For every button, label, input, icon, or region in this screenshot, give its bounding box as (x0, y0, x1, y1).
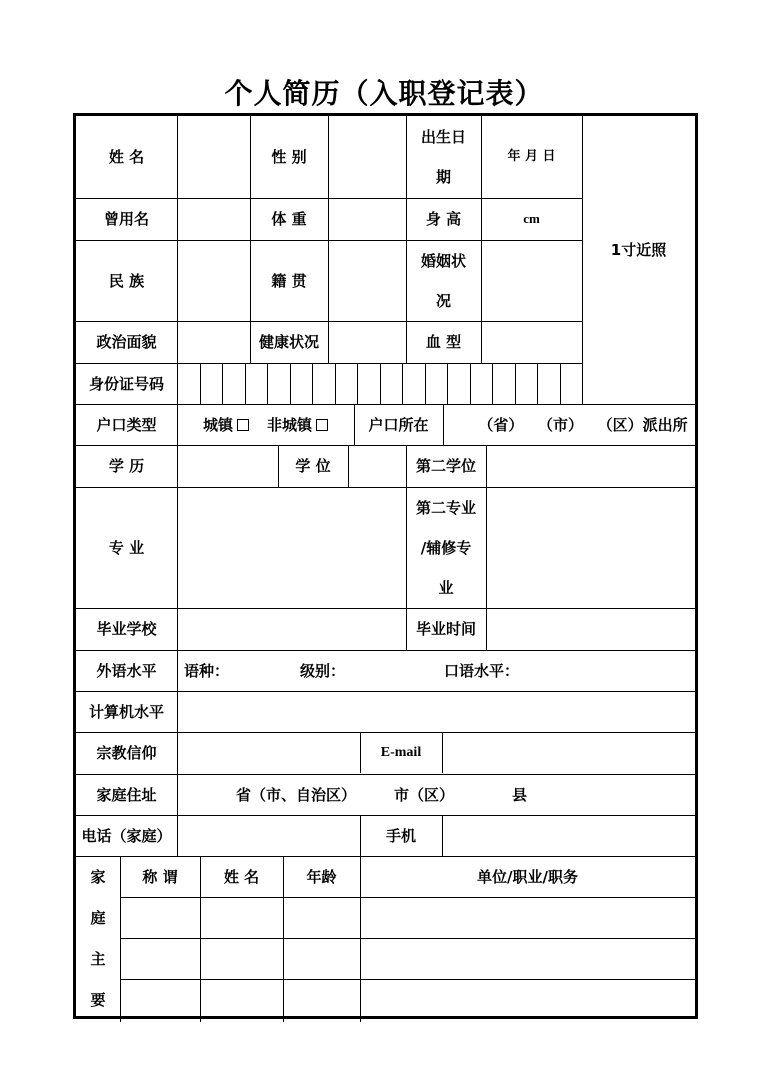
field-computer[interactable] (177, 691, 695, 732)
label-degree: 学 位 (295, 457, 331, 475)
field-religion[interactable] (177, 732, 360, 774)
field-former-name[interactable] (177, 198, 250, 240)
field-political[interactable] (177, 321, 250, 363)
header-relation: 称 谓 (142, 867, 178, 886)
label-lang-kind: 语种： (184, 661, 230, 680)
label-marital: 婚姻状 况 (420, 251, 466, 310)
label-foreign-language: 外语水平 (96, 661, 157, 680)
field-second-major[interactable] (486, 487, 695, 608)
label-political: 政治面貌 (96, 333, 157, 351)
field-home-phone[interactable] (177, 815, 360, 856)
nonurban-option[interactable]: 非城镇 (267, 405, 328, 445)
label-ethnicity: 民 族 (108, 271, 145, 290)
label-former-name: 曾用名 (103, 210, 149, 228)
label-education: 学 历 (108, 457, 145, 475)
label-weight: 体 重 (271, 210, 307, 228)
label-health: 健康状况 (258, 333, 319, 351)
field-address[interactable]: 省（市、自治区） 市（区） 县 (236, 785, 528, 804)
registration-form-table (73, 113, 698, 1019)
field-blood[interactable] (481, 321, 582, 363)
field-ethnicity[interactable] (177, 240, 250, 321)
label-major: 专 业 (108, 538, 145, 557)
label-address: 家庭住址 (96, 785, 157, 804)
field-school[interactable] (177, 608, 406, 650)
label-height: 身 高 (425, 210, 462, 228)
label-oral-level: 口语水平： (444, 661, 520, 680)
label-name: 姓 名 (108, 148, 145, 166)
label-second-degree: 第二学位 (415, 457, 476, 475)
urban-option[interactable]: 城镇 (203, 405, 249, 445)
field-major[interactable] (177, 487, 406, 608)
label-lang-level: 级别： (300, 661, 346, 680)
field-birth-date[interactable]: 年 月 日 (507, 149, 556, 164)
label-hukou-place: 户口所在 (368, 415, 429, 434)
urban-checkbox[interactable] (237, 419, 249, 431)
field-gender[interactable] (328, 116, 406, 198)
field-degree[interactable] (348, 445, 406, 487)
field-native-place[interactable] (328, 240, 406, 321)
photo-box: 1寸近照 (610, 241, 667, 259)
label-birth-date: 出生日 期 (420, 128, 466, 186)
field-grad-time[interactable] (486, 608, 695, 650)
label-computer: 计算机水平 (88, 702, 164, 721)
label-blood: 血 型 (425, 333, 462, 351)
label-family-2: 庭 (90, 908, 106, 927)
field-email[interactable] (442, 732, 695, 774)
label-email: E-mail (380, 745, 422, 760)
label-mobile: 手机 (385, 826, 416, 845)
field-second-degree[interactable] (486, 445, 695, 487)
label-family-3: 主 (90, 949, 106, 968)
label-religion: 宗教信仰 (96, 744, 157, 762)
header-family-name: 姓 名 (223, 867, 260, 886)
label-id-number: 身份证号码 (88, 374, 164, 393)
field-education[interactable] (177, 445, 278, 487)
label-second-major: 第二专业 /辅修专 业 (415, 498, 476, 597)
label-family-4: 要 (90, 990, 106, 1009)
label-home-phone: 电话（家庭） (81, 826, 172, 845)
page-title: 个人简历（入职登记表） (224, 77, 544, 110)
label-school: 毕业学校 (96, 620, 157, 638)
label-native-place: 籍 贯 (271, 271, 307, 290)
field-health[interactable] (328, 321, 406, 363)
nonurban-checkbox[interactable] (316, 419, 328, 431)
field-hukou-place[interactable]: （省） （市） （区）派出所 (478, 415, 688, 434)
label-gender: 性 别 (271, 148, 307, 166)
field-name[interactable] (177, 116, 250, 198)
label-hukou-type: 户口类型 (96, 415, 157, 434)
hukou-type-options (177, 404, 354, 445)
label-family-1: 家 (90, 867, 106, 886)
field-mobile[interactable] (442, 815, 695, 856)
field-height[interactable]: cm (523, 211, 540, 226)
header-age: 年龄 (306, 867, 337, 886)
label-grad-time: 毕业时间 (415, 620, 476, 638)
header-work: 单位/职业/职务 (477, 867, 578, 886)
field-weight[interactable] (328, 198, 406, 240)
field-marital[interactable] (481, 240, 582, 321)
